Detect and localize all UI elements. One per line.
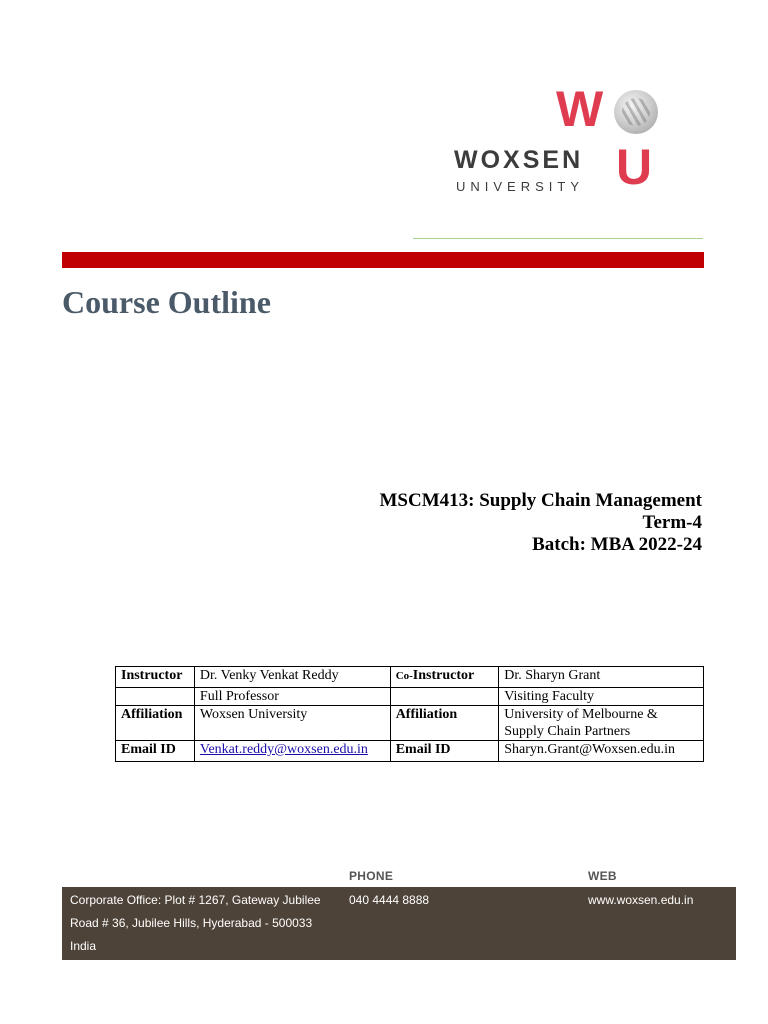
web-heading: WEB (588, 869, 617, 883)
table-row (116, 741, 704, 762)
red-banner-bar (62, 252, 704, 268)
instructor-table (115, 666, 704, 762)
phone-heading: PHONE (349, 869, 394, 883)
co-instructor-word: Instructor (412, 668, 475, 683)
address-line-2: Road # 36, Jubilee Hills, Hyderabad - 500033 (70, 916, 313, 930)
address-line-3: India (70, 939, 97, 953)
logo-wordmark: WOXSEN (454, 146, 584, 174)
course-term: Term-4 (642, 512, 702, 533)
instructor-name: Dr. Venky Venkat Reddy (194, 667, 390, 688)
footer-address (70, 889, 321, 958)
logo-letter-u: U (616, 139, 653, 195)
instructor-email-cell (194, 741, 390, 762)
course-batch: Batch: MBA 2022-24 (532, 534, 702, 555)
instructor-title: Full Professor (194, 688, 390, 706)
co-affiliation-line-2: Supply Chain Partners (504, 724, 631, 739)
logo-letter-w: W (556, 81, 604, 137)
instructor-label: Instructor (116, 667, 195, 688)
footer-phone: 040 4444 8888 (349, 893, 430, 907)
email-label: Email ID (116, 741, 195, 762)
green-divider (413, 238, 703, 239)
footer-bar (62, 887, 736, 960)
co-instructor-title: Visiting Faculty (499, 688, 704, 706)
co-instructor-label (390, 667, 499, 688)
co-instructor-affiliation (499, 706, 704, 741)
address-line-1: Corporate Office: Plot # 1267, Gateway Jubilee (70, 893, 321, 907)
co-email-label: Email ID (390, 741, 499, 762)
instructor-affiliation: Woxsen University (194, 706, 390, 741)
course-code-name: MSCM413: Supply Chain Management (379, 490, 702, 511)
table-row (116, 706, 704, 741)
globe-icon (614, 90, 658, 134)
affiliation-label: Affiliation (116, 706, 195, 741)
empty-cell (116, 688, 195, 706)
empty-cell (390, 688, 499, 706)
co-affiliation-label: Affiliation (390, 706, 499, 741)
co-instructor-name: Dr. Sharyn Grant (499, 667, 704, 688)
course-heading (380, 490, 703, 556)
co-affiliation-line-1: University of Melbourne & (504, 707, 658, 722)
woxsen-logo (440, 80, 700, 200)
co-instructor-email: Sharyn.Grant@Woxsen.edu.in (499, 741, 704, 762)
footer-web-link[interactable]: www.woxsen.edu.in (588, 893, 694, 907)
instructor-email-link[interactable]: Venkat.reddy@woxsen.edu.in (199, 742, 368, 757)
table-row (116, 667, 704, 688)
page-title: Course Outline (62, 284, 271, 320)
table-row (116, 688, 704, 706)
co-prefix: Co- (395, 670, 413, 682)
logo-subtitle: UNIVERSITY (456, 179, 585, 194)
